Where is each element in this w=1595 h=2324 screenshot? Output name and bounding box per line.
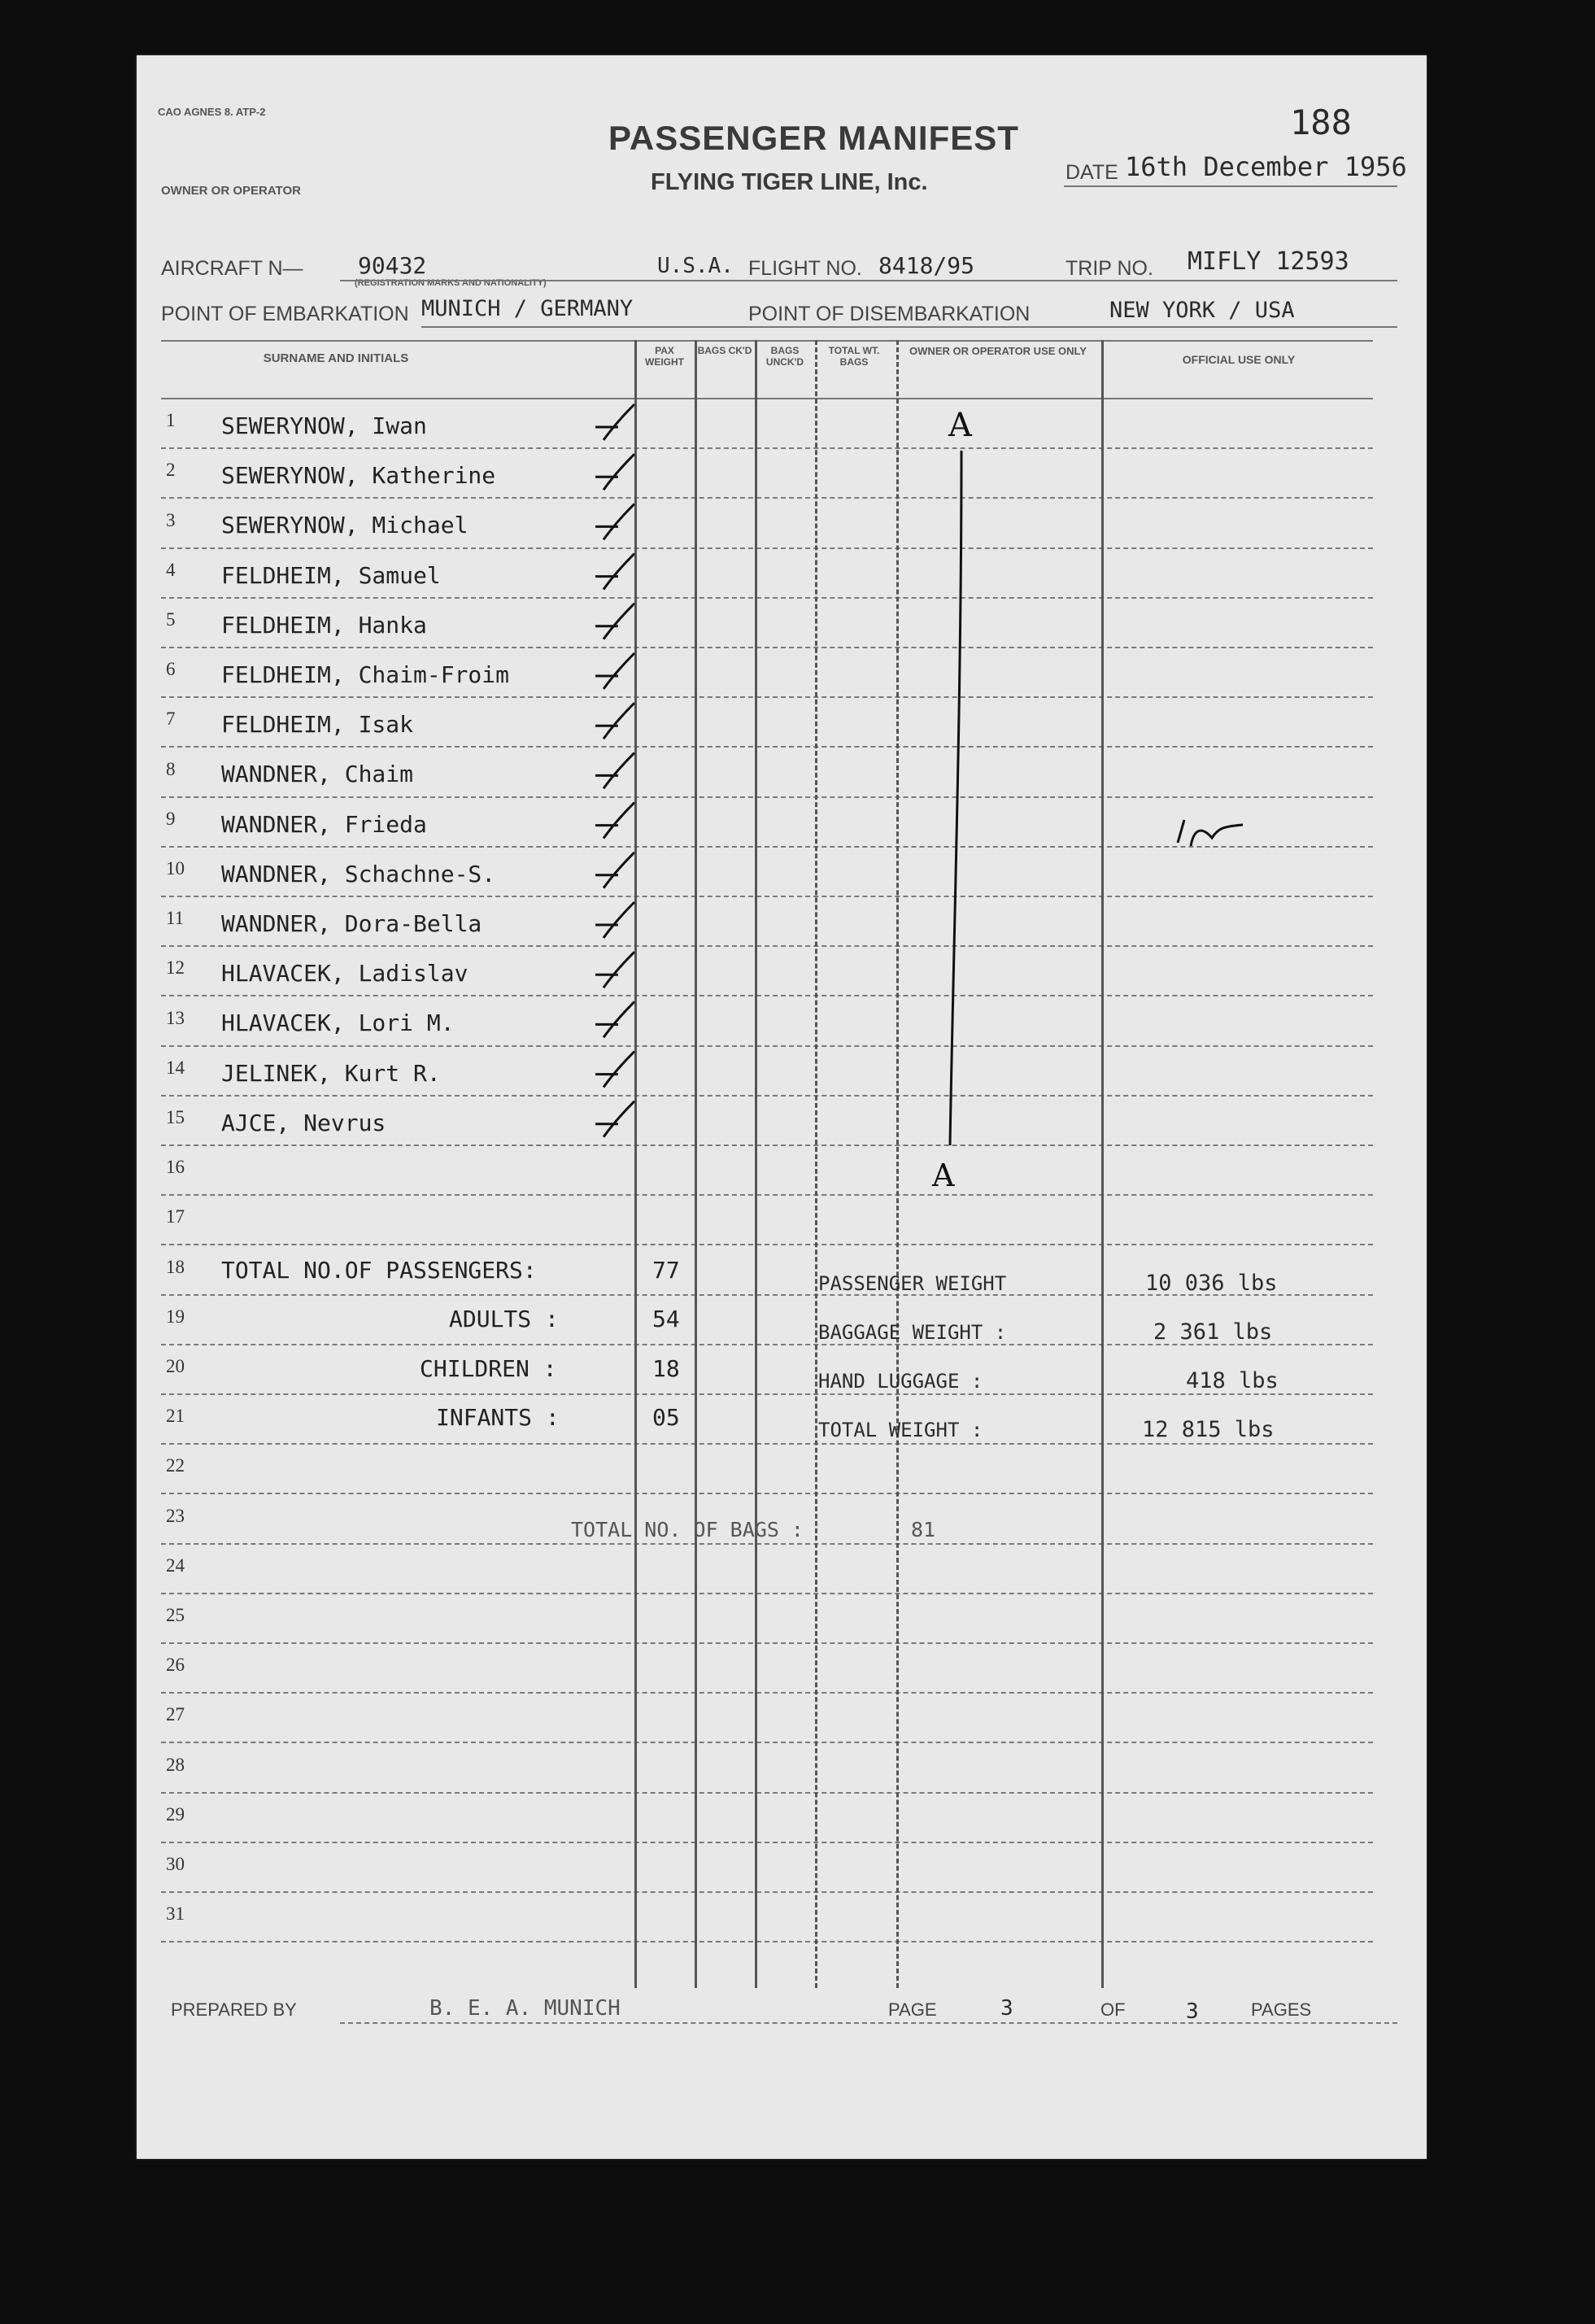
checkmark [595, 404, 634, 440]
passenger-name: WANDNER, Dora-Bella [221, 910, 482, 937]
hand-luggage-value: 418 lbs [1186, 1368, 1279, 1393]
passenger-name: SEWERYNOW, Katherine [221, 462, 496, 489]
checkmark [595, 803, 634, 839]
passenger-name: FELDHEIM, Hanka [221, 612, 427, 639]
total-bags-label: TOTAL NO. OF BAGS : [571, 1518, 804, 1541]
passenger-name: JELINEK, Kurt R. [221, 1060, 441, 1087]
col-header-total-wt: TOTAL WT. BAGS [828, 345, 880, 368]
row-number: 6 [166, 659, 176, 679]
checkmark [595, 1052, 634, 1088]
aircraft-number: 90432 [358, 252, 427, 279]
passenger-name: WANDNER, Frieda [221, 811, 427, 838]
row-number: 3 [166, 510, 176, 530]
form-code: CAO AGNES 8. ATP-2 [158, 106, 266, 118]
official-signature-mark [1178, 820, 1243, 846]
owner-bracket-line [950, 451, 961, 1145]
row-number: 2 [166, 460, 176, 480]
row-number: 4 [166, 560, 176, 580]
row-number: 1 [166, 410, 176, 430]
checkmark [595, 703, 634, 739]
baggage-weight-value: 2 361 lbs [1153, 1319, 1273, 1345]
passenger-name: FELDHEIM, Chaim-Froim [221, 661, 510, 688]
manifest-sheet [137, 55, 1427, 2159]
row-number: 10 [166, 858, 185, 879]
disembarkation-value: NEW YORK / USA [1109, 298, 1295, 323]
row-number: 21 [166, 1406, 185, 1426]
prepared-by-value: B. E. A. MUNICH [429, 1996, 621, 2021]
passenger-name: FELDHEIM, Isak [221, 711, 414, 738]
owner-mark-bottom: A [932, 1158, 955, 1193]
row-number: 15 [166, 1107, 185, 1127]
date-label: DATE [1066, 161, 1118, 184]
checkmark [595, 454, 634, 490]
passenger-name: AJCE, Nevrus [221, 1110, 386, 1136]
children-value: 18 [652, 1355, 680, 1382]
page-label: PAGE [888, 1999, 937, 2020]
row-number: 31 [166, 1903, 185, 1924]
baggage-weight-label: BAGGAGE WEIGHT : [818, 1321, 1007, 1344]
infants-value: 05 [652, 1404, 680, 1431]
of-value: 3 [1186, 1999, 1199, 2024]
row-number: 17 [166, 1206, 185, 1227]
page-stamp-number: 188 [1290, 102, 1352, 142]
aircraft-label: AIRCRAFT N— [161, 257, 303, 280]
trip-label: TRIP NO. [1066, 257, 1153, 280]
checkmark [595, 554, 634, 590]
row-number: 16 [166, 1157, 185, 1177]
total-bags-value: 81 [911, 1518, 936, 1541]
row-number: 19 [166, 1306, 185, 1327]
checkmark [595, 1001, 634, 1037]
flight-number: 8418/95 [878, 252, 975, 279]
total-passengers-label: TOTAL NO.OF PASSENGERS: [221, 1257, 537, 1284]
owner-label: OWNER OR OPERATOR [161, 184, 301, 198]
checkmark [595, 604, 634, 639]
row-number: 20 [166, 1356, 185, 1376]
passenger-name: WANDNER, Schachne-S. [221, 861, 496, 887]
row-number: 27 [166, 1704, 185, 1724]
row-number: 25 [166, 1605, 185, 1625]
total-weight-label: TOTAL WEIGHT : [818, 1419, 983, 1441]
nationality: U.S.A. [657, 254, 734, 278]
children-label: CHILDREN : [420, 1355, 557, 1382]
col-header-official-use: OFFICIAL USE ONLY [1182, 353, 1296, 366]
date-value: 16th December 1956 [1125, 151, 1407, 182]
row-number: 29 [166, 1804, 185, 1825]
row-number: 22 [166, 1455, 185, 1476]
row-number: 30 [166, 1854, 185, 1874]
owner-mark-top: A [948, 407, 972, 444]
checkmark [595, 504, 634, 539]
passenger-name: SEWERYNOW, Iwan [221, 412, 427, 439]
checkmark [595, 653, 634, 689]
pages-label: PAGES [1251, 1999, 1312, 2020]
document-title: PASSENGER MANIFEST [608, 119, 1019, 157]
infants-label: INFANTS : [436, 1404, 560, 1431]
checkmark [595, 902, 634, 938]
passenger-name: HLAVACEK, Lori M. [221, 1009, 455, 1036]
row-number: 8 [166, 759, 176, 779]
checkmark [595, 852, 634, 888]
trip-number: MIFLY 12593 [1188, 247, 1349, 276]
embarkation-value: MUNICH / GERMANY [421, 296, 634, 321]
flight-label: FLIGHT NO. [748, 257, 862, 280]
passenger-weight-value: 10 036 lbs [1145, 1271, 1278, 1296]
col-header-surname: SURNAME AND INITIALS [263, 351, 409, 365]
col-header-bags-unckd: BAGS UNCK'D [765, 345, 804, 368]
total-weight-value: 12 815 lbs [1142, 1417, 1275, 1442]
checkmarks [595, 404, 634, 1137]
row-number: 12 [166, 957, 185, 978]
passenger-name: WANDNER, Chaim [221, 761, 414, 787]
row-number: 11 [166, 908, 185, 928]
hand-luggage-label: HAND LUGGAGE : [818, 1370, 983, 1393]
prepared-by-label: PREPARED BY [171, 1999, 297, 2020]
checkmark [595, 1101, 634, 1137]
passenger-weight-label: PASSENGER WEIGHT [818, 1272, 1007, 1295]
row-number: 18 [166, 1257, 185, 1277]
handwriting-layer [137, 55, 1427, 2159]
total-passengers-value: 77 [652, 1257, 680, 1284]
passenger-name: HLAVACEK, Ladislav [221, 960, 468, 987]
row-number: 14 [166, 1057, 185, 1078]
row-number: 13 [166, 1008, 185, 1028]
of-label: OF [1100, 1999, 1126, 2020]
row-number: 24 [166, 1555, 185, 1576]
checkmark [595, 952, 634, 988]
passenger-name: SEWERYNOW, Michael [221, 512, 468, 538]
checkmark [595, 752, 634, 788]
row-number: 9 [166, 809, 176, 829]
adults-value: 54 [652, 1306, 680, 1332]
carrier-name: FLYING TIGER LINE, Inc. [651, 169, 928, 195]
col-header-pax-weight: PAX WEIGHT [645, 345, 684, 368]
passenger-name: FELDHEIM, Samuel [221, 562, 441, 589]
row-number: 28 [166, 1755, 185, 1775]
disembarkation-label: POINT OF DISEMBARKATION [748, 303, 1031, 325]
registration-note: (REGISTRATION MARKS AND NATIONALITY) [355, 278, 547, 288]
adults-label: ADULTS : [449, 1306, 559, 1332]
row-number: 7 [166, 709, 176, 729]
col-header-bags-ckd: BAGS CK'D [697, 345, 752, 356]
page-value: 3 [1000, 1996, 1013, 2021]
row-number: 26 [166, 1655, 185, 1675]
col-header-owner-use: OWNER OR OPERATOR USE ONLY [909, 345, 1087, 357]
row-number: 5 [166, 609, 176, 630]
embarkation-label: POINT OF EMBARKATION [161, 303, 409, 325]
row-number: 23 [166, 1506, 185, 1526]
